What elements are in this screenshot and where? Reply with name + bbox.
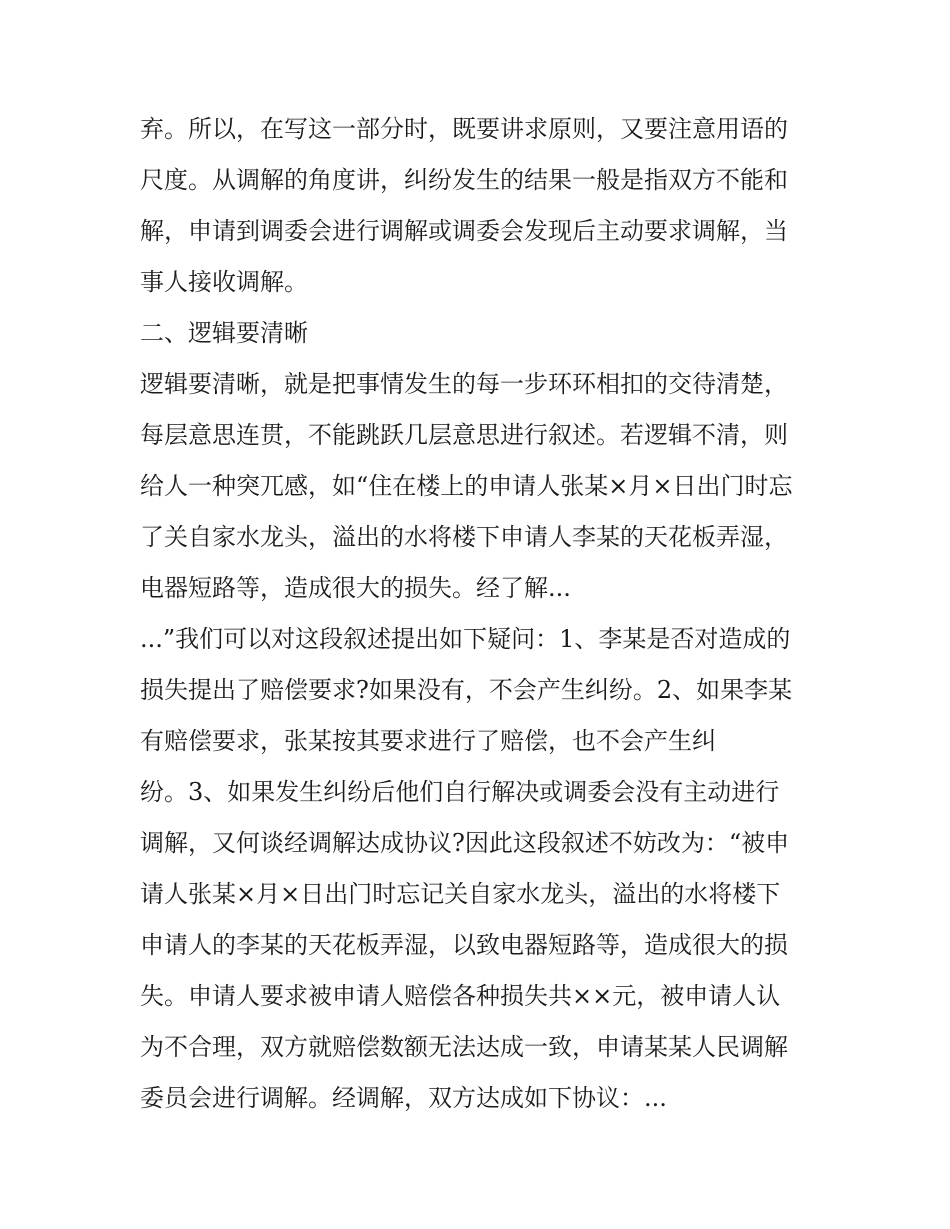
text-line: 委员会进行调解。经调解，双方达成如下协议：... xyxy=(140,1084,667,1112)
text-line: 解，申请到调委会进行调解或调委会发现后主动要求调解，当 xyxy=(140,217,788,245)
text-line: 电器短路等，造成很大的损失。经了解... xyxy=(140,574,571,602)
text-line: 事人接收调解。 xyxy=(140,268,308,296)
text-line: 纷。3、如果发生纠纷后他们自行解决或调委会没有主动进行 xyxy=(140,778,780,806)
section-heading: 二、逻辑要清晰 xyxy=(140,319,308,347)
text-line: 调解，又何谈经调解达成协议?因此这段叙述不妨改为：“被申 xyxy=(140,829,790,857)
text-line: 给人一种突兀感，如“住在楼上的申请人张某×月×日出门时忘 xyxy=(140,472,793,500)
text-line: 申请人的李某的天花板弄湿，以致电器短路等，造成很大的损 xyxy=(140,931,788,959)
text-line: 了关自家水龙头，溢出的水将楼下申请人李某的天花板弄湿， xyxy=(140,523,788,551)
document-body xyxy=(140,104,820,1124)
text-line: 损失提出了赔偿要求?如果没有，不会产生纠纷。2、如果李某 xyxy=(140,676,793,704)
text-line: 每层意思连贯，不能跳跃几层意思进行叙述。若逻辑不清，则 xyxy=(140,421,788,449)
text-line: 逻辑要清晰，就是把事情发生的每一步环环相扣的交待清楚， xyxy=(140,370,788,398)
text-line: 有赔偿要求，张某按其要求进行了赔偿，也不会产生纠 xyxy=(140,727,716,755)
text-line: 为不合理，双方就赔偿数额无法达成一致，申请某某人民调解 xyxy=(140,1033,788,1061)
text-line: 弃。所以，在写这一部分时，既要讲求原则，又要注意用语的 xyxy=(140,115,788,143)
text-line: ...”我们可以对这段叙述提出如下疑问：1、李某是否对造成的 xyxy=(140,625,791,653)
text-line: 请人张某×月×日出门时忘记关自家水龙头，溢出的水将楼下 xyxy=(140,880,781,908)
text-line: 失。申请人要求被申请人赔偿各种损失共××元，被申请人认 xyxy=(140,982,781,1010)
text-line: 尺度。从调解的角度讲，纠纷发生的结果一般是指双方不能和 xyxy=(140,166,788,194)
